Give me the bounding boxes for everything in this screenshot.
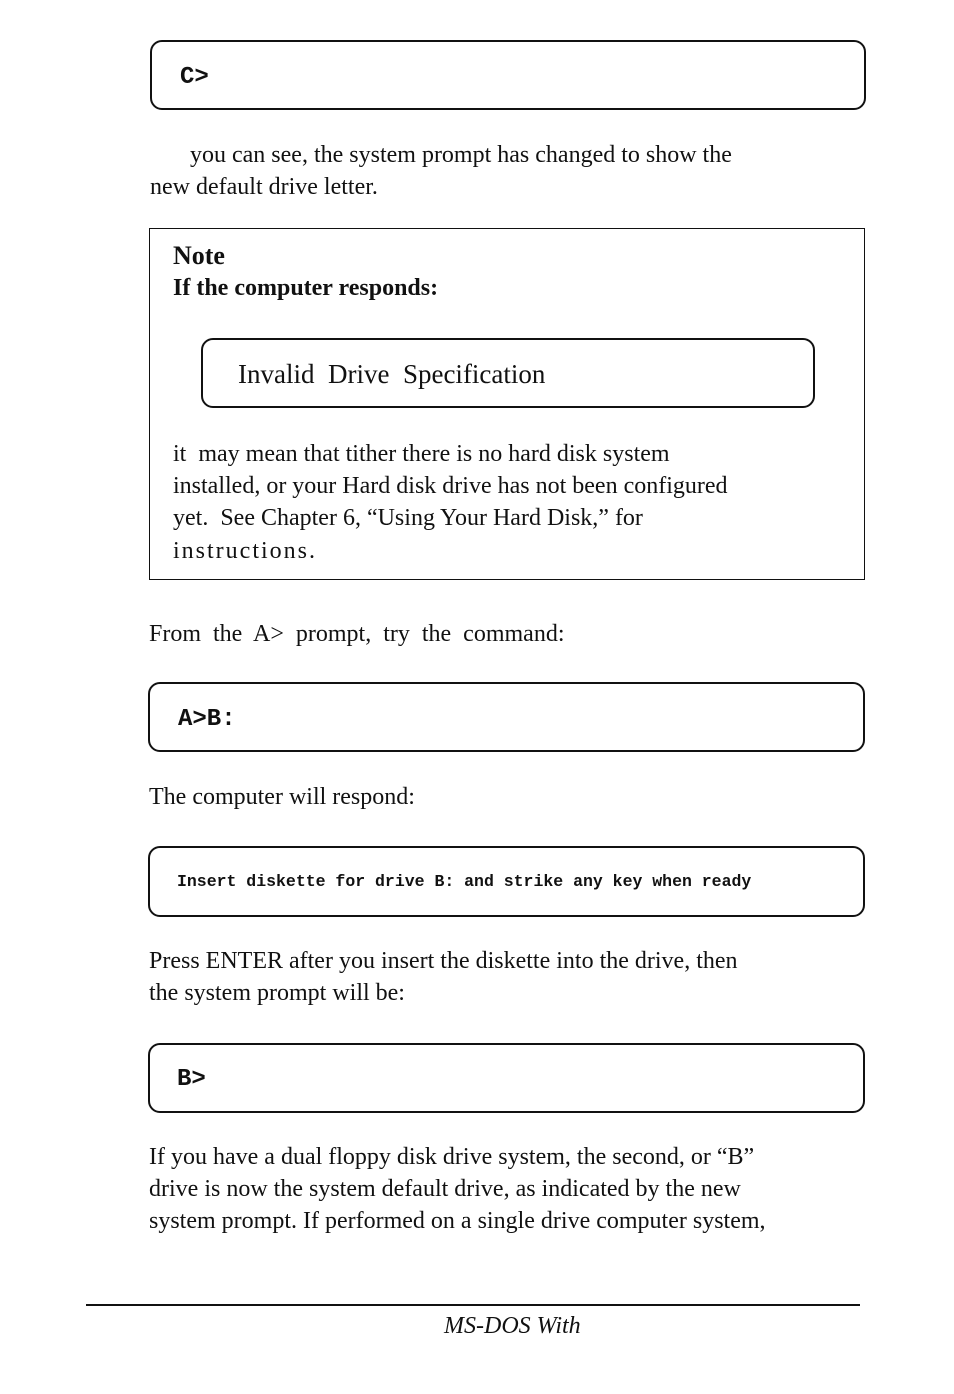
b-prompt-screen (148, 1043, 865, 1113)
b-prompt-text: B> (177, 1066, 206, 1093)
note-subtitle: If the computer responds: (173, 275, 439, 301)
from-prompt-text: From the A> prompt, try the command: (149, 621, 565, 647)
press-enter-line-2: the system prompt will be: (149, 980, 405, 1006)
c-prompt-screen (150, 40, 866, 110)
final-para-line-2: drive is now the system default drive, as indicated by the new (149, 1176, 741, 1202)
intro-line-1: you can see, the system prompt has changed to show the (190, 142, 732, 168)
intro-line-2: new default drive letter. (150, 174, 378, 200)
note-body-line-1: it may mean that tither there is no hard disk system (173, 441, 670, 467)
insert-diskette-text: Insert diskette for drive B: and strike any key when ready (177, 872, 752, 891)
press-enter-line-1: Press ENTER after you insert the diskette into the drive, then (149, 948, 738, 974)
footer-rule (86, 1304, 860, 1306)
final-para-line-3: system prompt. If performed on a single drive computer system, (149, 1208, 766, 1234)
footer-running-title: MS-DOS With (444, 1313, 581, 1339)
computer-respond-text: The computer will respond: (149, 784, 415, 810)
error-message-text: Invalid Drive Specification (238, 359, 546, 389)
final-para-line-1: If you have a dual floppy disk drive system, the second, or “B” (149, 1144, 755, 1170)
note-body-line-3: yet. See Chapter 6, “Using Your Hard Disk,” for (173, 505, 643, 531)
note-title: Note (173, 241, 225, 270)
c-prompt-text: C> (180, 64, 209, 91)
ab-command-screen (148, 682, 865, 752)
note-body-line-2: installed, or your Hard disk drive has not been configured (173, 473, 728, 499)
note-body-line-4: instructions. (173, 538, 317, 564)
ab-command-text: A>B: (178, 706, 236, 733)
